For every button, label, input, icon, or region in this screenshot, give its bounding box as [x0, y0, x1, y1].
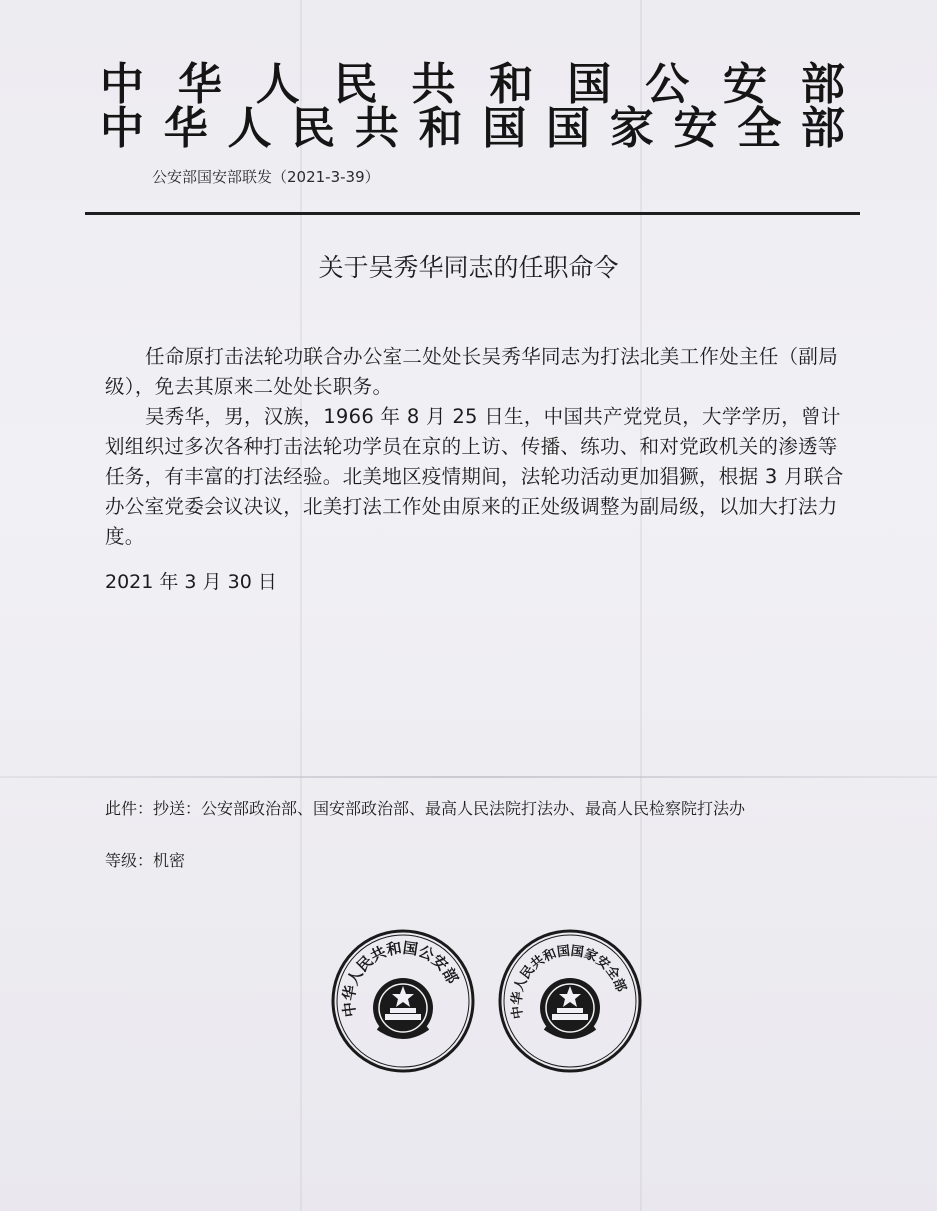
issuer-header-line-2: 中 华 人 民 共 和 国 国 家 安 全 部	[100, 103, 845, 154]
national-emblem-icon	[540, 978, 600, 1038]
body-paragraph-1: 任命原打击法轮功联合办公室二处处长吴秀华同志为打法北美工作处主任（副局级），免去其原来二处处长职务。	[105, 345, 839, 398]
document-title: 关于吴秀华同志的任职命令	[318, 253, 619, 282]
svg-text:中华人民共和国国家安全部: 中华人民共和国国家安全部	[509, 943, 629, 1020]
public-security-seal	[330, 928, 476, 1074]
carbon-copy-line: 此件：抄送：公安部政治部、国安部政治部、最高人民法院打法办、最高人民检察院打法办	[105, 799, 746, 818]
national-emblem-icon	[373, 978, 433, 1038]
paper-fold	[0, 776, 937, 778]
state-security-seal	[497, 928, 643, 1074]
header-divider	[85, 212, 860, 215]
body-paragraph-2: 吴秀华，男，汉族，1966 年 8 月 25 日生，中国共产党党员，大学学历，曾计划组织过多次各种打击法轮功学员在京的上访、传播、练功、和对党政机关的渗透等任务，有丰富的打法经验。北美地区疫情期间，法轮功活动更加猖獗，根据 3 月联合办公室党委会议决议，北美打法工作处由原来的正处级调整为副局级，以加大打法力度。	[105, 405, 844, 548]
issue-date: 2021 年 3 月 30 日	[105, 571, 277, 593]
classification-level: 等级：机密	[105, 851, 186, 870]
svg-text:中华人民共和国公安部: 中华人民共和国公安部	[339, 938, 462, 1019]
issuer-header-line-1: 中 华 人 民 共 和 国 公 安 部	[100, 59, 845, 110]
document-number: 公安部国安部联发（2021-3-39）	[152, 168, 380, 186]
